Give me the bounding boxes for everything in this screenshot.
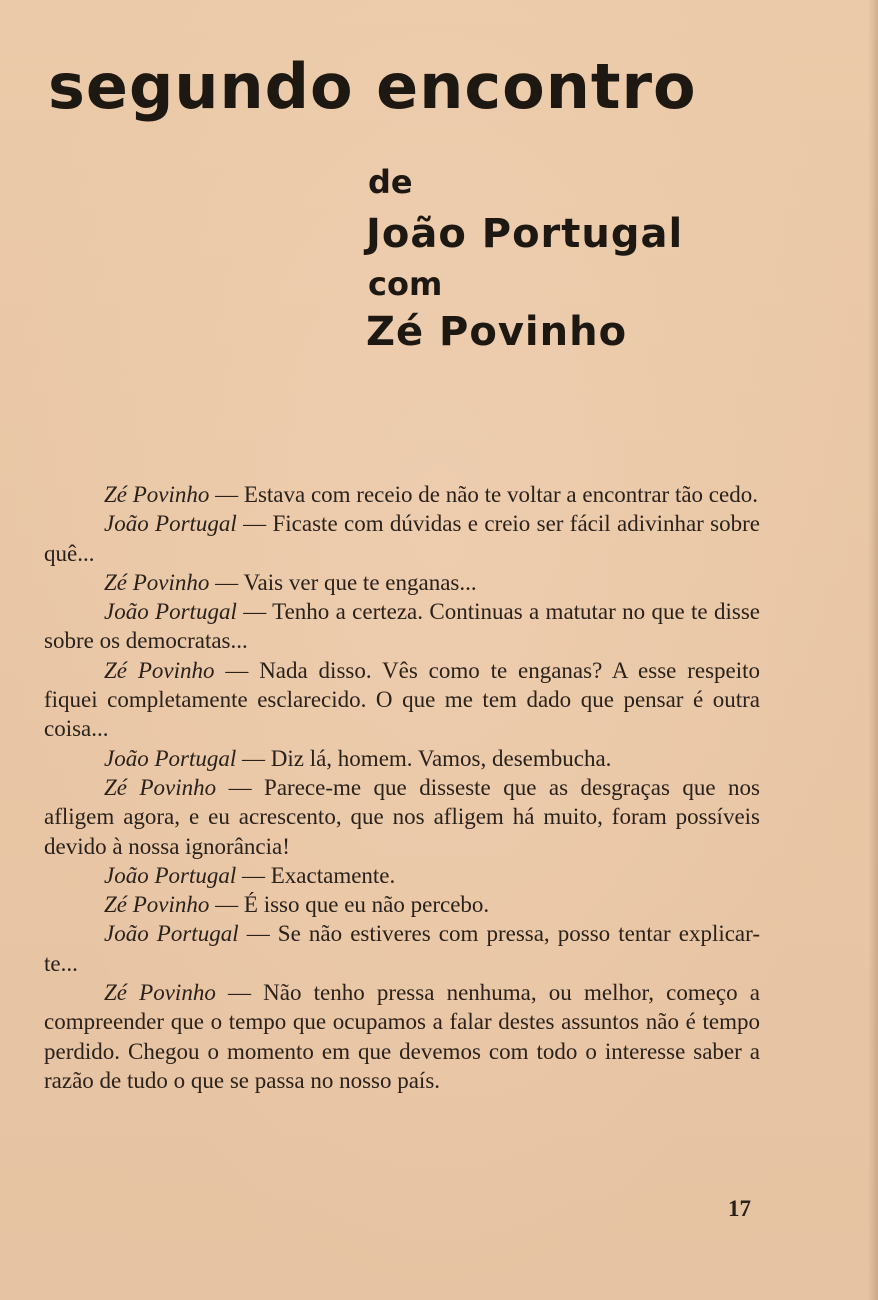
dialogue-turn [44,978,760,1095]
dash: — [209,482,244,507]
dash: — [215,980,264,1006]
chapter-title: segundo encontro [48,50,697,123]
dialogue-turn [44,773,760,861]
line-text: Não tenho pressa nenhuma, ou melhor, começo a compreender que o tempo que ocupamos a falar destes assuntos não é tempo perdido. Chegou o momento em que devemos com todo o interesse saber a razão de tudo o que se passa no nosso país. [44,980,761,1093]
speaker-name: João Portugal [104,745,237,771]
dialogue-turn [44,656,760,744]
dash: — [216,774,265,800]
line-text: Tenho a certeza. Continuas a matutar no que te disse sobre os democratas... [44,599,760,654]
speaker-name: João Portugal [104,862,237,888]
dash: — [236,862,271,888]
line-text: Estava com receio de não te voltar a encontrar tão cedo. [243,482,758,507]
line-text: Exactamente. [270,862,396,888]
page-number: 17 [728,1196,751,1221]
dash: — [214,657,260,683]
dialogue-turn [44,568,760,597]
speaker-name: João Portugal [104,921,239,947]
dialogue-body [44,480,760,1095]
speaker-name: Zé Povinho [104,892,210,918]
subtitle-joao-portugal: João Portugal [366,211,684,257]
line-text: Parece-me que disseste que as desgraças que nos afligem agora, e eu acrescento, que nos afligem há muito, foram possíveis devido à nossa ignorância! [44,774,760,859]
dialogue-turn [44,597,760,656]
page-edge-shadow [868,0,878,1300]
speaker-name: João Portugal [104,511,237,537]
dash: — [238,921,278,947]
dash: — [236,745,271,771]
line-text: Vais ver que te enganas... [243,569,477,595]
speaker-name: Zé Povinho [104,980,216,1006]
line-text: É isso que eu não percebo. [243,892,490,918]
dialogue-turn [44,919,760,978]
line-text: Diz lá, homem. Vamos, desembucha. [270,745,612,771]
dash: — [236,511,273,537]
dialogue-turn [44,861,760,890]
dialogue-turn [44,890,760,919]
speaker-name: Zé Povinho [104,657,215,683]
dialogue-turn [44,744,760,773]
subtitle-ze-povinho: Zé Povinho [366,309,628,355]
line-text: Nada disso. Vês como te enganas? A esse respeito fiquei completamente esclarecido. O que me tem dado que pensar é outra coisa... [44,657,761,742]
dialogue-turn [44,480,760,509]
line-text: Ficaste com dúvidas e creio ser fácil adivinhar sobre quê... [44,511,760,566]
dash: — [236,599,273,625]
speaker-name: Zé Povinho [104,569,210,595]
speaker-name: João Portugal [104,599,237,625]
subtitle-de: de [368,163,413,201]
speaker-name: Zé Povinho [104,774,217,800]
dialogue-turn [44,509,760,568]
dash: — [209,892,244,918]
subtitle-com: com [368,265,443,303]
line-text: Se não estiveres com pressa, posso tentar explicar-te... [44,921,760,976]
speaker-name: Zé Povinho [104,482,210,507]
dash: — [209,569,244,595]
